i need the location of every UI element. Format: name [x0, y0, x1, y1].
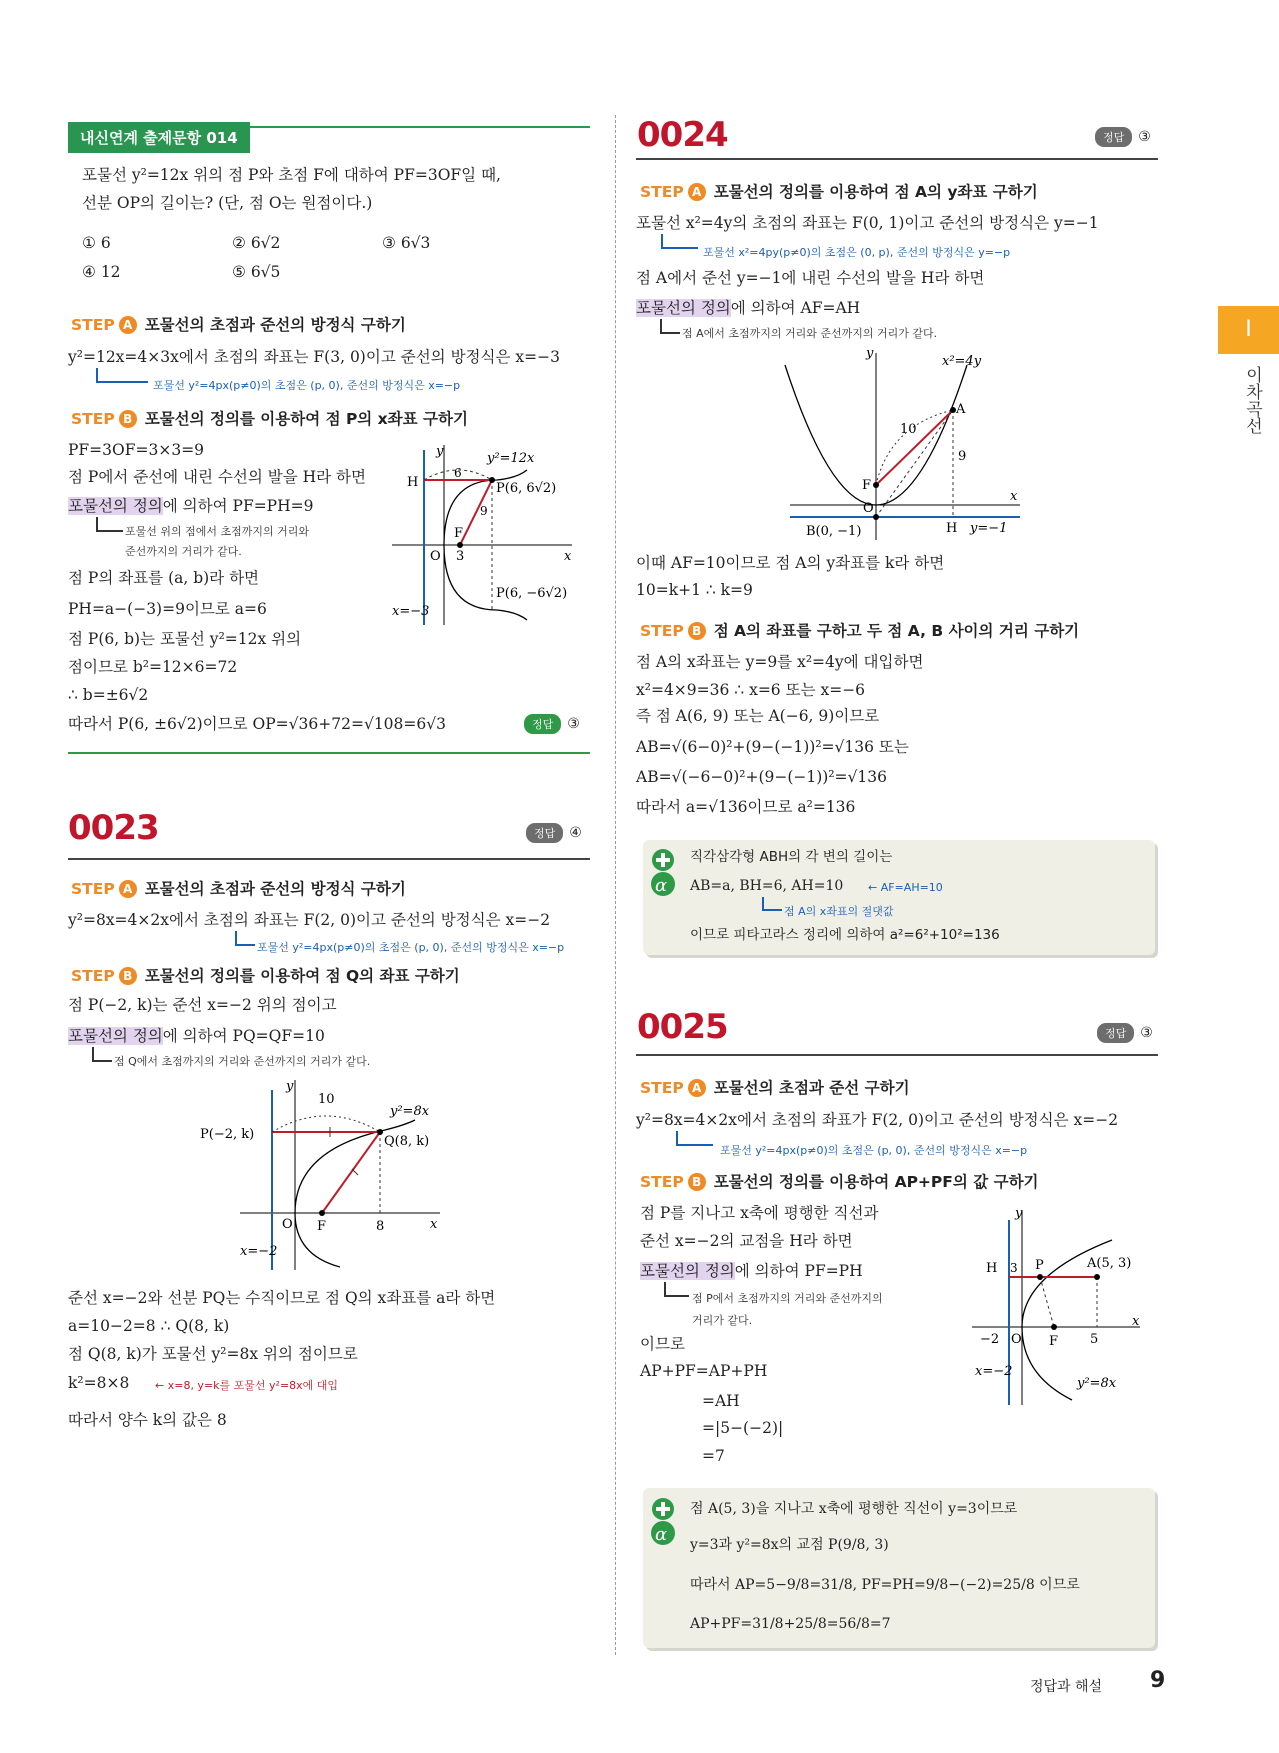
answer-tag [524, 713, 580, 734]
point-q [377, 1129, 383, 1135]
solution-line [68, 496, 313, 516]
step-title: 포물선의 정의를 이용하여 점 A의 y좌표 구하기 [713, 183, 1038, 201]
solution-text: 에 의하여 PF=PH [734, 1262, 863, 1280]
chapter-tab[interactable]: I [1218, 306, 1279, 354]
curve-label: y²=8x [1077, 1376, 1117, 1391]
solution-line: y²=8x=4×2x에서 초점의 좌표가 F(2, 0)이고 준선의 방정식은 x=−2 [636, 1111, 1119, 1129]
definition-note: 점 A에서 초점까지의 거리와 준선까지의 거리가 같다. [682, 327, 938, 340]
answer-tag [526, 822, 582, 843]
minus2-label: −2 [980, 1332, 1000, 1347]
note-text: AF=AH=10 [880, 881, 943, 894]
solution-line: 점 P를 지나고 x축에 평행한 직선과 [640, 1204, 879, 1222]
answer-tag [1097, 1022, 1153, 1043]
answer-value: ④ [569, 825, 582, 841]
step-letter: B [119, 410, 137, 428]
chapter-label: 이차곡선 [1242, 366, 1262, 434]
page-number: 9 [1150, 1668, 1166, 1693]
point-f [319, 1210, 325, 1216]
step-title: 점 A의 좌표를 구하고 두 점 A, B 사이의 거리 구하기 [713, 622, 1080, 640]
a-label: A [956, 402, 966, 417]
answer-value: ③ [1140, 1025, 1153, 1041]
definition-note: 준선까지의 거리가 같다. [125, 545, 242, 558]
curve-label: y²=12x [487, 451, 535, 466]
answer-value: ③ [1138, 129, 1151, 145]
x-label: x [1132, 1314, 1140, 1329]
graph-0023 [200, 1075, 460, 1270]
directrix-label: x=−3 [392, 604, 430, 619]
solution-line: PH=a−(−3)=9이므로 a=6 [68, 600, 267, 618]
solution-line: 점 A의 x좌표는 y=9를 x²=4y에 대입하면 [636, 653, 924, 671]
tip-line: 이므로 피타고라스 정리에 의하여 a²=6²+10²=136 [690, 927, 1000, 943]
step-a-heading [71, 313, 406, 335]
tip-line: AP+PF=31/8+25/8=56/8=7 [690, 1616, 891, 1632]
y-label: y [1015, 1206, 1023, 1221]
p-label: P [1035, 1258, 1044, 1273]
substitution-note: ← x=8, y=k를 포물선 y²=8x에 대입 [155, 1379, 339, 1392]
step-letter: A [688, 1079, 706, 1097]
x-label: x [1010, 489, 1018, 504]
step-letter: A [688, 183, 706, 201]
problem-number: 0025 [637, 1007, 728, 1047]
point-f [873, 482, 879, 488]
solution-text: 에 의하여 PQ=QF=10 [162, 1027, 325, 1045]
brace-10 [272, 1116, 380, 1132]
y-label: y [286, 1079, 294, 1094]
tip-line: 따라서 AP=5−9/8=31/8, PF=PH=9/8−(−2)=25/8 이므로 [690, 1577, 1080, 1593]
title-rule [68, 858, 590, 860]
note-arrow [664, 1282, 689, 1297]
solution-text: 에 의하여 PF=PH=9 [162, 497, 314, 515]
solution-line: 따라서 양수 k의 값은 8 [68, 1411, 227, 1429]
solution-line: 이때 AF=10이므로 점 A의 y좌표를 k라 하면 [636, 554, 945, 572]
solution-line: k²=8×8 [68, 1374, 130, 1392]
step-label: STEP [640, 1079, 684, 1097]
solution-line: y²=8x=4×2x에서 초점의 좌표는 F(2, 0)이고 준선의 방정식은 x=−2 [68, 911, 551, 929]
h-label: H [946, 521, 958, 536]
answer-badge: 정답 [1095, 127, 1132, 147]
h-label: H [986, 1261, 998, 1276]
solution-line: 이므로 [640, 1335, 685, 1353]
solution-line: AP+PF=AP+PH [640, 1362, 768, 1380]
step-a-heading [71, 877, 406, 899]
solution-line: 점 P(−2, k)는 준선 x=−2 위의 점이고 [68, 996, 337, 1014]
point-p [1037, 1274, 1043, 1280]
solution-line: 점이므로 b²=12×6=72 [68, 658, 238, 676]
b-label: B(0, −1) [806, 524, 862, 539]
solution-line: 점 P의 좌표를 (a, b)라 하면 [68, 569, 260, 587]
o-label: O [282, 1217, 293, 1232]
step-a-heading [640, 1076, 910, 1098]
question-line-1: 포물선 y²=12x 위의 점 P와 초점 F에 대하여 PF=3OF일 때, [82, 166, 501, 184]
column-divider [615, 115, 616, 1655]
step-label: STEP [640, 183, 684, 201]
note-arrow [96, 517, 123, 532]
formula-note: 포물선 x²=4py(p≠0)의 초점은 (0, p), 준선의 방정식은 y=−p [703, 246, 1011, 259]
answer-badge: 정답 [524, 714, 561, 734]
step-title: 포물선의 정의를 이용하여 점 Q의 좌표 구하기 [144, 967, 460, 985]
step-label: STEP [71, 880, 115, 898]
segment-qf [322, 1132, 380, 1213]
step-letter: A [119, 880, 137, 898]
p-label: P(−2, k) [200, 1127, 255, 1142]
o-label: O [863, 501, 874, 516]
choice-2[interactable]: ② 6√2 [232, 234, 281, 252]
step-title: 포물선의 초점과 준선 구하기 [713, 1079, 910, 1097]
solution-line: 따라서 P(6, ±6√2)이므로 OP=√36+72=√108=6√3 [68, 715, 446, 733]
solution-line: 준선 x=−2의 교점을 H라 하면 [640, 1232, 853, 1250]
formula-note: 포물선 y²=4px(p≠0)의 초점은 (p, 0), 준선의 방정식은 x=−p [720, 1144, 1028, 1157]
footer-label: 정답과 해설 [1030, 1679, 1103, 1695]
definition-highlight: 포물선의 정의 [640, 1262, 735, 1280]
tip-line: 직각삼각형 ABH의 각 변의 길이는 [690, 849, 893, 865]
solution-text: 에 의하여 AF=AH [730, 299, 861, 317]
choice-4[interactable]: ④ 12 [82, 263, 121, 281]
svg-text:α: α [655, 1524, 668, 1545]
plus-alpha-icon [647, 848, 679, 900]
five-label: 5 [1090, 1332, 1099, 1347]
tip-note: ← AF=AH=10 [868, 881, 943, 894]
tip-line: y=3과 y²=8x의 교점 P(9/8, 3) [690, 1537, 889, 1553]
problem-number: 0023 [68, 808, 159, 848]
step-a-heading [640, 180, 1038, 202]
tip-note: 점 A의 x좌표의 절댓값 [784, 905, 894, 918]
step-label: STEP [71, 316, 115, 334]
solution-line: 즉 점 A(6, 9) 또는 A(−6, 9)이므로 [636, 707, 880, 725]
tick-mark [352, 1169, 358, 1175]
six-label: 6 [454, 466, 462, 480]
point-f [457, 542, 463, 548]
step-label: STEP [640, 622, 684, 640]
x-label: x [564, 549, 572, 564]
step-b-heading [71, 407, 468, 429]
solution-line: 점 Q(8, k)가 포물선 y²=8x 위의 점이므로 [68, 1345, 358, 1363]
x-label: x [430, 1217, 438, 1232]
o-label: O [1011, 1332, 1022, 1347]
step-title: 포물선의 초점과 준선의 방정식 구하기 [144, 316, 406, 334]
definition-note: 점 Q에서 초점까지의 거리와 준선까지의 거리가 같다. [114, 1055, 371, 1068]
step-letter: A [119, 316, 137, 334]
solution-line: PF=3OF=3×3=9 [68, 441, 205, 459]
solution-line [636, 298, 860, 318]
title-rule [636, 1054, 1158, 1056]
section-rule [68, 752, 590, 754]
choice-5[interactable]: ⑤ 6√5 [232, 263, 281, 281]
solution-line: AB=√(−6−0)²+(9−(−1))²=√136 [636, 768, 887, 786]
note-arrow [235, 931, 255, 946]
svg-text:α: α [655, 875, 668, 896]
a-label: A(5, 3) [1087, 1256, 1132, 1271]
definition-note: 포물선 위의 점에서 초점까지의 거리와 [125, 525, 310, 538]
question-line-2: 선분 OP의 길이는? (단, 점 O는 원점이다.) [82, 194, 373, 212]
p2-label: P(6, −6√2) [496, 586, 568, 601]
definition-note: 거리가 같다. [692, 1314, 753, 1327]
step-title: 포물선의 정의를 이용하여 점 P의 x좌표 구하기 [144, 410, 468, 428]
note-arrow [676, 1131, 713, 1146]
solution-line [68, 1026, 325, 1046]
directrix-label: y=−1 [970, 521, 1008, 536]
nine-label: 9 [958, 449, 967, 464]
eight-label: 8 [376, 1219, 385, 1234]
step-label: STEP [71, 967, 115, 985]
definition-highlight: 포물선의 정의 [68, 1027, 163, 1045]
answer-tag [1095, 126, 1151, 147]
step-letter: B [119, 967, 137, 985]
solution-line: ∴ b=±6√2 [68, 686, 149, 704]
solution-line: x²=4×9=36 ∴ x=6 또는 x=−6 [636, 681, 866, 699]
graph-0025 [972, 1205, 1152, 1405]
formula-note: 포물선 y²=4px(p≠0)의 초점은 (p, 0), 준선의 방정식은 x=−p [153, 379, 461, 392]
definition-highlight: 포물선의 정의 [68, 497, 163, 515]
solution-line [640, 1261, 863, 1281]
problem-number: 0024 [637, 115, 728, 155]
ten-label: 10 [318, 1092, 335, 1107]
solution-line: 점 A에서 준선 y=−1에 내린 수선의 발을 H라 하면 [636, 269, 985, 287]
f-label: F [1049, 1334, 1059, 1349]
step-letter: B [688, 622, 706, 640]
graph-0024 [770, 345, 1040, 545]
plus-alpha-icon [647, 1497, 679, 1549]
title-rule [636, 158, 1158, 160]
solution-line: 10=k+1 ∴ k=9 [636, 581, 753, 599]
choice-3[interactable]: ③ 6√3 [382, 234, 431, 252]
note-arrow [660, 319, 680, 334]
step-b-heading [71, 964, 460, 986]
solution-line: =AH [702, 1392, 740, 1410]
tip-line: 점 A(5, 3)을 지나고 x축에 평행한 직선이 y=3이므로 [690, 1501, 1018, 1517]
solution-line: a=10−2=8 ∴ Q(8, k) [68, 1317, 230, 1335]
tip-line: AB=a, BH=6, AH=10 [690, 878, 844, 894]
answer-badge: 정답 [526, 823, 563, 843]
point-p1 [489, 477, 495, 483]
note-arrow [661, 234, 698, 249]
solution-line: 점 P(6, b)는 포물선 y²=12x 위의 [68, 630, 302, 648]
curve-label: y²=8x [390, 1104, 430, 1119]
note-arrow [92, 1047, 112, 1062]
segment-pf [1040, 1277, 1054, 1327]
formula-note: 포물선 y²=4px(p≠0)의 초점은 (p, 0), 준선의 방정식은 x=−p [257, 941, 565, 954]
f-label: F [454, 526, 464, 541]
directrix-label: x=−2 [240, 1244, 278, 1259]
ten-label: 10 [900, 422, 917, 437]
step-title: 포물선의 초점과 준선의 방정식 구하기 [144, 880, 406, 898]
point-b [873, 514, 879, 520]
step-title: 포물선의 정의를 이용하여 AP+PF의 값 구하기 [713, 1173, 1039, 1191]
choice-1[interactable]: ① 6 [82, 234, 111, 252]
answer-badge: 정답 [1097, 1023, 1134, 1043]
graph-014 [392, 440, 592, 625]
solution-line: 준선 x=−2와 선분 PQ는 수직이므로 점 Q의 x좌표를 a라 하면 [68, 1289, 496, 1307]
o-label: O [430, 549, 441, 564]
solution-line: =|5−(−2)| [702, 1419, 784, 1437]
solution-line: =7 [702, 1447, 725, 1465]
solution-line: AB=√(6−0)²+(9−(−1))²=√136 또는 [636, 738, 909, 756]
solution-line: 따라서 a=√136이므로 a²=136 [636, 798, 856, 816]
definition-highlight: 포물선의 정의 [636, 299, 731, 317]
step-b-heading [640, 1170, 1039, 1192]
step-label: STEP [640, 1173, 684, 1191]
definition-note: 점 P에서 초점까지의 거리와 준선까지의 [692, 1292, 883, 1305]
curve-label: x²=4y [942, 354, 982, 369]
f-label: F [862, 478, 872, 493]
solution-line: y²=12x=4×3x에서 초점의 좌표는 F(3, 0)이고 준선의 방정식은 x=−3 [68, 348, 560, 366]
solution-line: 포물선 x²=4y의 초점의 좌표는 F(0, 1)이고 준선의 방정식은 y=−1 [636, 214, 1099, 232]
directrix-label: x=−2 [975, 1364, 1013, 1379]
h-label: H [407, 475, 419, 490]
solution-line: 점 P에서 준선에 내린 수선의 발을 H라 하면 [68, 468, 367, 486]
step-letter: B [688, 1173, 706, 1191]
three-label: 3 [456, 549, 465, 564]
three-label: 3 [1010, 1261, 1018, 1275]
note-arrow [762, 897, 782, 911]
naesin-header: 내신연계 출제문항 014 [68, 122, 250, 153]
f-label: F [317, 1219, 327, 1234]
answer-value: ③ [567, 716, 580, 732]
y-label: y [436, 444, 444, 459]
y-label: y [866, 346, 874, 361]
note-text: x=8, y=k를 포물선 y²=8x에 대입 [167, 1379, 339, 1392]
step-b-heading [640, 619, 1079, 641]
nine-label: 9 [480, 504, 488, 518]
p1-label: P(6, 6√2) [496, 481, 557, 496]
note-arrow [96, 368, 148, 383]
step-label: STEP [71, 410, 115, 428]
point-a [1094, 1274, 1100, 1280]
point-f [1051, 1324, 1057, 1330]
q-label: Q(8, k) [384, 1134, 430, 1149]
